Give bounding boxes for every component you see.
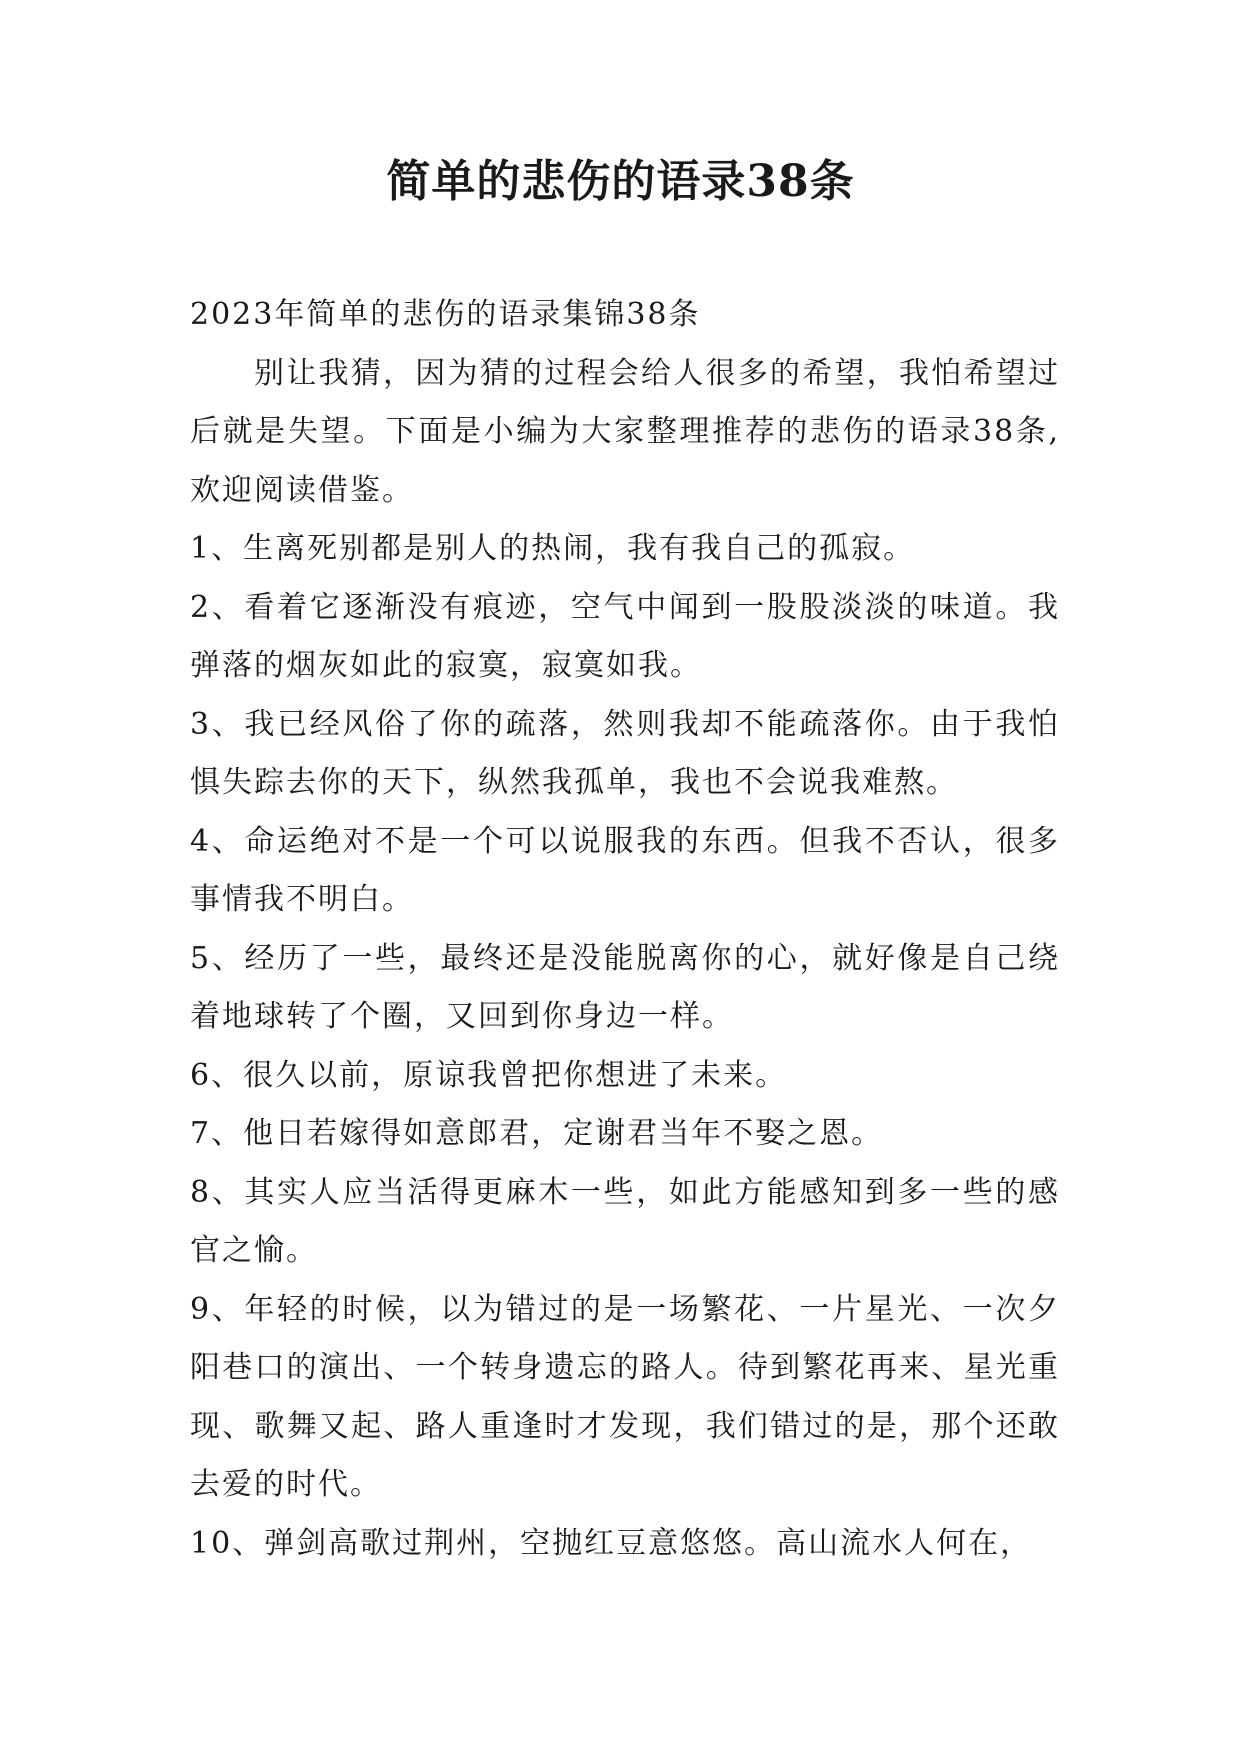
quote-item: 1、生离死别都是别人的热闹，我有我自己的孤寂。 bbox=[190, 531, 916, 566]
quote-item: 5、经历了一些，最终还是没能脱离你的心，就好像是自己绕着地球转了个圈，又回到你身边一样。 bbox=[190, 940, 1060, 1034]
quote-item: 6、很久以前，原谅我曾把你想进了未来。 bbox=[190, 1057, 788, 1093]
document-body bbox=[190, 286, 1060, 1573]
quote-item: 7、他日若嫁得如意郎君，定谢君当年不娶之恩。 bbox=[190, 1116, 884, 1151]
quote-item: 4、命运绝对不是一个可以说服我的东西。但我不否认，很多事情我不明白。 bbox=[190, 823, 1060, 917]
quote-item: 8、其实人应当活得更麻木一些，如此方能感知到多一些的感官之愉。 bbox=[190, 1174, 1060, 1268]
quote-item: 2、看着它逐渐没有痕迹，空气中闻到一股股淡淡的味道。我弹落的烟灰如此的寂寞，寂寞如我。 bbox=[190, 589, 1060, 683]
intro-paragraph: 别让我猜，因为猜的过程会给人很多的希望，我怕希望过后就是失望。下面是小编为大家整理推荐的悲伤的语录38条,欢迎阅读借鉴。 bbox=[190, 355, 1060, 508]
document-title: 简单的悲伤的语录38条 bbox=[386, 156, 855, 207]
quote-item: 3、我已经风俗了你的疏落，然则我却不能疏落你。由于我怕惧失踪去你的天下，纵然我孤单，我也不会说我难熬。 bbox=[190, 706, 1060, 800]
quote-item: 9、年轻的时候，以为错过的是一场繁花、一片星光、一次夕阳巷口的演出、一个转身遗忘的路人。待到繁花再来、星光重现、歌舞又起、路人重逢时才发现，我们错过的是，那个还敢去爱的时代。 bbox=[190, 1291, 1060, 1502]
quote-item: 10、弹剑高歌过荆州，空抛红豆意悠悠。高山流水人何在， bbox=[190, 1525, 1033, 1561]
document-subtitle: 2023年简单的悲伤的语录集锦38条 bbox=[190, 297, 701, 332]
